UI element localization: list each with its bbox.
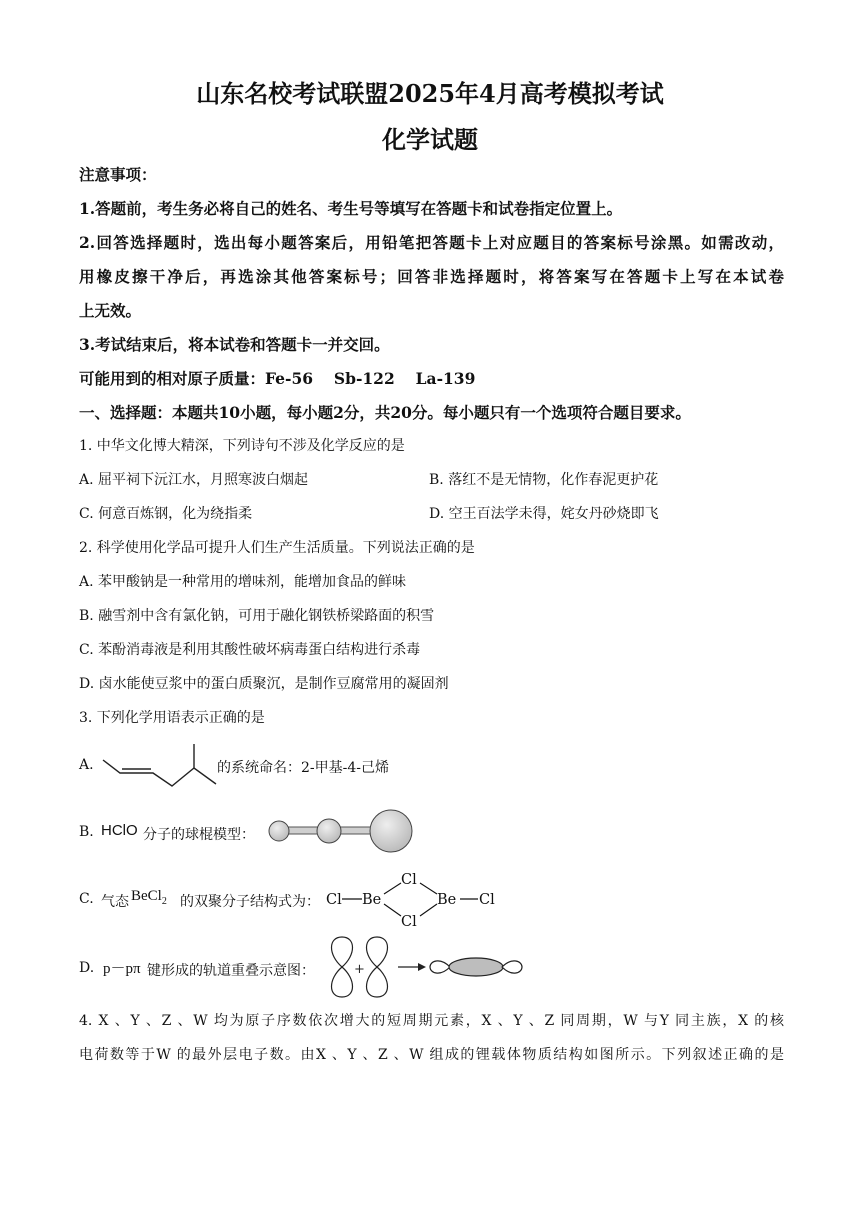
plus-sign: + — [354, 962, 365, 977]
o-atom-ball — [317, 819, 341, 843]
q2-option-a: A. 苯甲酸钠是一种常用的增味剂，能增加食品的鲜味 — [79, 574, 407, 590]
notice-item-2-line-2: 用橡皮擦干净后，再选涂其他答案标号；回答非选择题时，将答案写在答题卡上写在本试卷 — [79, 267, 784, 286]
q3-option-c-text-post: 的双聚分子结构式为： — [180, 894, 320, 910]
orbital-overlap-diagram — [326, 933, 526, 1001]
q4-line-2: 电荷数等于W 的最外层电子数。由X 、Y 、Z 、W 组成的锂载体物质结构如图所示。下列叙述正确的是 — [79, 1047, 784, 1063]
p-orbital-2-top-lobe — [367, 937, 388, 967]
skeletal-formula-diagram — [100, 736, 218, 790]
q3-option-d-text: 键形成的轨道重叠示意图： — [147, 963, 315, 979]
bridge-cl-top: Cl — [401, 872, 417, 888]
result-left-lobe — [430, 961, 450, 973]
becl-formula-text: BeCl — [131, 888, 162, 904]
exam-subtitle: 化学试题 — [382, 125, 478, 154]
q3-option-c-label: C. — [79, 891, 94, 907]
q3-option-d-label: D. — [79, 960, 95, 976]
q1-stem: 1. 中华文化博大精深，下列诗句不涉及化学反应的是 — [79, 438, 405, 454]
q1-option-d: D. 空王百法学未得，姹女丹砂烧即飞 — [429, 506, 659, 522]
result-overlap-lobe — [449, 958, 503, 976]
notice-item-2-line-1: 2.回答选择题时，选出每小题答案后，用铅笔把答题卡上对应题目的答案标号涂黑。如需改动， — [79, 233, 784, 252]
exam-title: 山东名校考试联盟2025年4月高考模拟考试 — [196, 79, 664, 108]
q3-option-d-pp: p－pπ — [103, 961, 141, 977]
q2-stem: 2. 科学使用化学品可提升人们生产生活质量。下列说法正确的是 — [79, 540, 475, 556]
terminal-cl-right: Cl — [479, 892, 495, 908]
p-orbital-2-bottom-lobe — [367, 967, 388, 997]
be-atom-left: Be — [362, 892, 382, 908]
q1-option-c: C. 何意百炼钢，化为绕指柔 — [79, 506, 253, 522]
q3-option-c-text-pre: 气态 — [101, 894, 129, 910]
q2-option-d: D. 卤水能使豆浆中的蛋白质聚沉，是制作豆腐常用的凝固剂 — [79, 676, 449, 692]
cl-atom-ball — [370, 810, 412, 852]
atomic-masses: 可能用到的相对原子质量：Fe-56 Sb-122 La-139 — [79, 369, 476, 388]
q4-line-1: 4. X 、Y 、Z 、W 均为原子序数依次增大的短周期元素，X 、Y 、Z 同周期，W 与Y 同主族，X 的核 — [79, 1013, 784, 1029]
be-atom-right: Be — [437, 892, 457, 908]
q2-option-c: C. 苯酚消毒液是利用其酸性破坏病毒蛋白结构进行杀毒 — [79, 642, 421, 658]
becl2-dimer-structure — [324, 868, 499, 932]
notice-item-3: 3.考试结束后，将本试卷和答题卡一并交回。 — [79, 335, 390, 354]
q3-option-b-text: 分子的球棍模型： — [143, 827, 255, 843]
q3-option-b-formula: HClO — [101, 822, 138, 839]
q3-option-a-label: A. — [79, 757, 94, 773]
q3-option-a-text: 的系统命名：2-甲基-4-己烯 — [217, 760, 390, 776]
q3-option-b-label: B. — [79, 824, 94, 840]
hclo-ball-stick-model — [266, 808, 416, 856]
p-orbital-1-top-lobe — [332, 937, 353, 967]
becl-subscript: 2 — [161, 896, 167, 907]
notice-heading: 注意事项： — [79, 165, 157, 184]
section-1-heading: 一、选择题：本题共10小题，每小题2分，共20分。每小题只有一个选项符合题目要求。 — [79, 403, 691, 422]
notice-item-2-line-3: 上无效。 — [79, 301, 142, 320]
notice-item-1: 1.答题前，考生务必将自己的姓名、考生号等填写在答题卡和试卷指定位置上。 — [79, 199, 623, 218]
result-right-lobe — [502, 961, 522, 973]
q2-option-b: B. 融雪剂中含有氯化钠，可用于融化钢铁桥梁路面的积雪 — [79, 608, 435, 624]
terminal-cl-left: Cl — [326, 892, 342, 908]
arrow-icon — [418, 963, 426, 971]
bridge-cl-bottom: Cl — [401, 914, 417, 930]
q1-option-b: B. 落红不是无情物，化作春泥更护花 — [429, 472, 659, 488]
h-atom-ball — [269, 821, 289, 841]
q1-option-a: A. 屈平祠下沅江水，月照寒波白烟起 — [79, 472, 309, 488]
q3-stem: 3. 下列化学用语表示正确的是 — [79, 710, 265, 726]
bond-o-cl — [340, 827, 374, 834]
p-orbital-1-bottom-lobe — [332, 967, 353, 997]
